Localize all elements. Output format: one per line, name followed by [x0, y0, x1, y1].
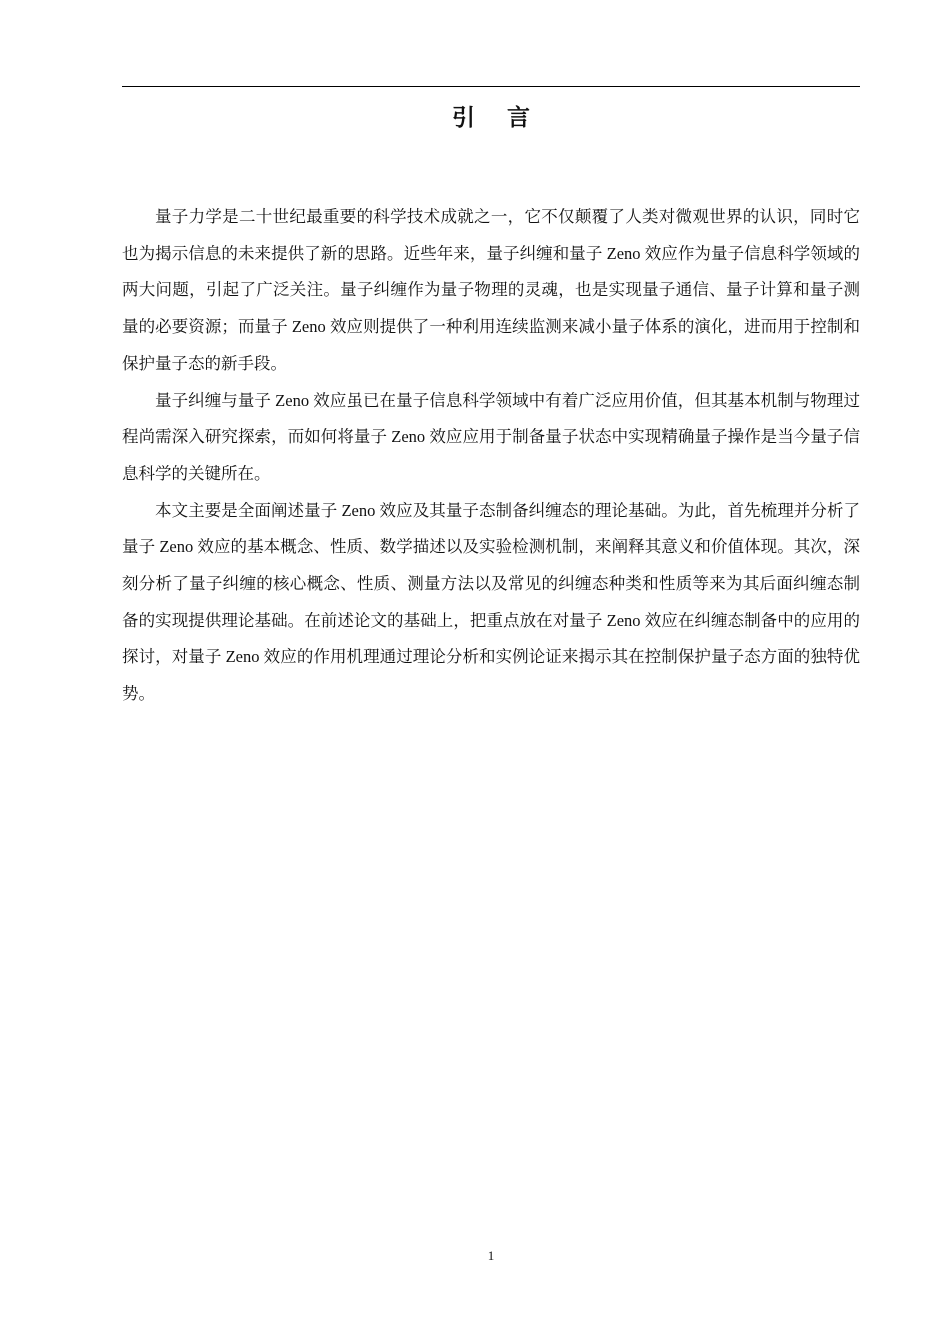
paragraph-2: 量子纠缠与量子 Zeno 效应虽已在量子信息科学领域中有着广泛应用价值，但其基本机制与物理过程尚需深入研究探索，而如何将量子 Zeno 效应应用于制备量子状态中实现精确量子操作是当今量子信息科学的关键所在。 — [122, 390, 860, 483]
paragraph-1: 量子力学是二十世纪最重要的科学技术成就之一，它不仅颠覆了人类对微观世界的认识，同时它也为揭示信息的未来提供了新的思路。近些年来，量子纠缠和量子 Zeno 效应作为量子信息科学领域的两大问题，引起了广泛关注。量子纠缠作为量子物理的灵魂，也是实现量子通信、量子计算和量子测量的必要资源；而量子 Zeno 效应则提供了一种利用连续监测来减小量子体系的演化，进而用于控制和保护量子态的新手段。 — [122, 207, 860, 373]
header-rule — [122, 86, 860, 87]
page-number: 1 — [487, 1248, 495, 1263]
section-title: 引 言 — [451, 105, 542, 131]
paragraph-3: 本文主要是全面阐述量子 Zeno 效应及其量子态制备纠缠态的理论基础。为此，首先梳理并分析了量子 Zeno 效应的基本概念、性质、数学描述以及实验检测机制，来阐释其意义和价值体现。其次，深刻分析了量子纠缠的核心概念、性质、测量方法以及常见的纠缠态种类和性质等来为其后面纠缠态制备的实现提供理论基础。在前述论文的基础上，把重点放在对量子 Zeno 效应在纠缠态制备中的应用的探讨，对量子 Zeno 效应的作用机理通过理论分析和实例论证来揭示其在控制保护量子态方面的独特优势。 — [122, 500, 860, 704]
body-text — [122, 199, 860, 713]
